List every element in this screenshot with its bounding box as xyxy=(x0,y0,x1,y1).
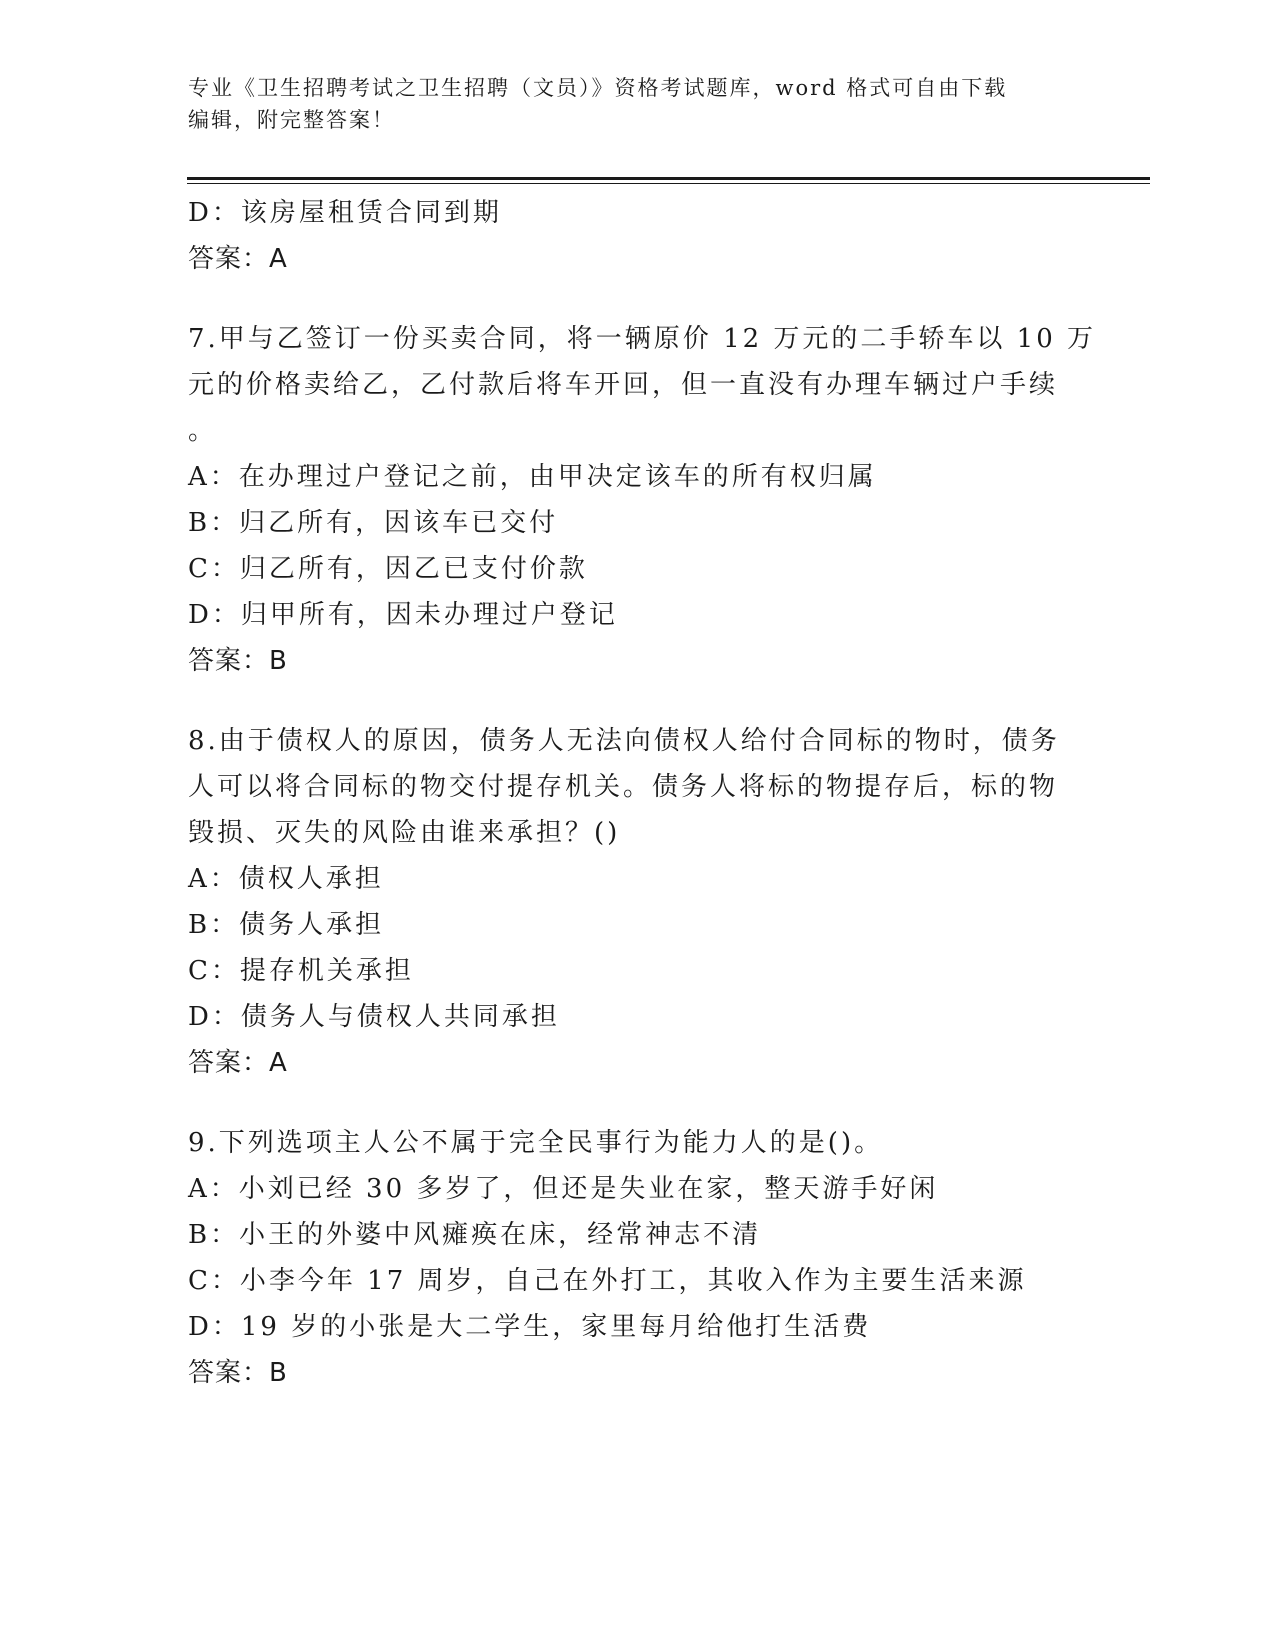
answer-line: 答案：A xyxy=(188,1048,288,1078)
header-line-2: 编辑，附完整答案！ xyxy=(188,108,395,132)
question-text-line: 毁损、灭失的风险由谁来承担？() xyxy=(188,818,621,848)
previous-question-tail xyxy=(188,190,1068,282)
option-d: D：该房屋租赁合同到期 xyxy=(188,198,502,228)
question-text-line: 7.甲与乙签订一份买卖合同，将一辆原价 12 万元的二手轿车以 10 万 xyxy=(188,324,1097,354)
question-text-line: 8.由于债权人的原因，债务人无法向债权人给付合同标的物时，债务 xyxy=(188,726,1060,756)
option-b: B：归乙所有，因该车已交付 xyxy=(188,508,559,538)
option-c: C：提存机关承担 xyxy=(188,956,414,986)
option-a: A：小刘已经 30 多岁了，但还是失业在家，整天游手好闲 xyxy=(188,1174,939,1204)
option-d: D：19 岁的小张是大二学生，家里每月给他打生活费 xyxy=(188,1312,872,1342)
header-divider-thin xyxy=(187,183,1150,184)
question-text-line: 。 xyxy=(188,416,218,446)
question-9 xyxy=(188,1120,1068,1396)
header-divider-thick xyxy=(187,177,1150,180)
page-header xyxy=(188,72,1088,136)
option-c: C：小李今年 17 周岁，自己在外打工，其收入作为主要生活来源 xyxy=(188,1266,1027,1296)
option-d: D：债务人与债权人共同承担 xyxy=(188,1002,560,1032)
question-7 xyxy=(188,316,1097,684)
question-content xyxy=(188,190,1097,1396)
option-b: B：小王的外婆中风瘫痪在床，经常神志不清 xyxy=(188,1220,762,1250)
option-d: D：归甲所有，因未办理过户登记 xyxy=(188,600,618,630)
option-a: A：债权人承担 xyxy=(188,864,384,894)
question-8 xyxy=(188,718,1068,1086)
question-text-line: 元的价格卖给乙，乙付款后将车开回，但一直没有办理车辆过户手续 xyxy=(188,370,1059,400)
option-c: C：归乙所有，因乙已支付价款 xyxy=(188,554,588,584)
header-line-1: 专业《卫生招聘考试之卫生招聘（文员）》资格考试题库，word 格式可自由下载 xyxy=(188,76,1008,100)
answer-line: 答案：A xyxy=(188,244,288,274)
question-text-line: 人可以将合同标的物交付提存机关。债务人将标的物提存后，标的物 xyxy=(188,772,1059,802)
option-b: B：债务人承担 xyxy=(188,910,385,940)
option-a: A：在办理过户登记之前，由甲决定该车的所有权归属 xyxy=(188,462,877,492)
question-text-line: 9.下列选项主人公不属于完全民事行为能力人的是()。 xyxy=(188,1128,884,1158)
answer-line: 答案：B xyxy=(188,1358,288,1388)
answer-line: 答案：B xyxy=(188,646,288,676)
